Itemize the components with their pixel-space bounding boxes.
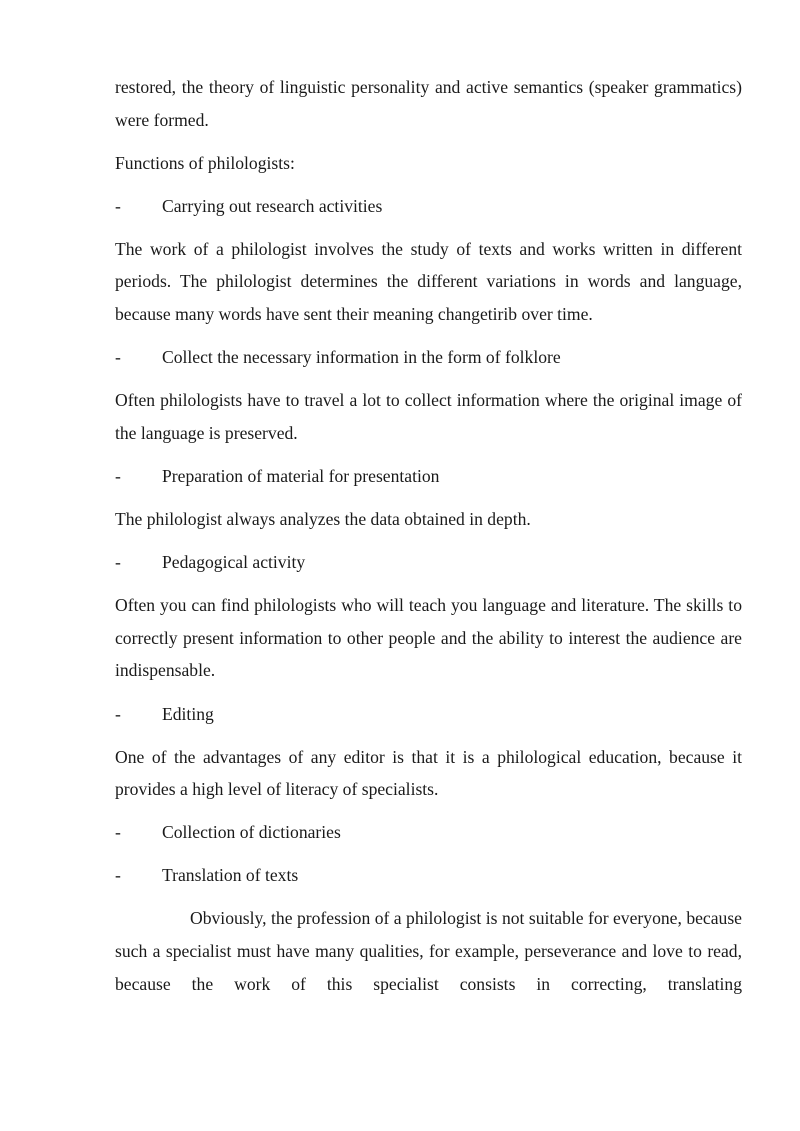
bullet-item bbox=[115, 816, 742, 849]
bullet-dash: - bbox=[115, 703, 121, 724]
bullet-dash: - bbox=[115, 465, 121, 486]
bullet-dash: - bbox=[115, 552, 121, 573]
bullet-dash: - bbox=[115, 822, 121, 843]
bullet-text: Collect the necessary information in the form of folklore bbox=[162, 347, 561, 368]
document-page bbox=[115, 71, 742, 1011]
bullet-item bbox=[115, 698, 742, 731]
bullet-item bbox=[115, 546, 742, 579]
bullet-item bbox=[115, 460, 742, 493]
closing-paragraph: Obviously, the profession of a philologist is not suitable for everyone, because such a specialist must have many qualities, for example, perseverance and love to read, because the work of this specialist consists in correcting, translating bbox=[115, 908, 742, 994]
body-paragraph: Often philologists have to travel a lot to collect information where the original image of the language is preserved. bbox=[115, 390, 742, 443]
bullet-text: Translation of texts bbox=[162, 865, 299, 886]
bullet-text: Pedagogical activity bbox=[162, 552, 306, 573]
bullet-item bbox=[115, 859, 742, 892]
bullet-text: Collection of dictionaries bbox=[162, 822, 341, 843]
bullet-dash: - bbox=[115, 865, 121, 886]
bullet-dash: - bbox=[115, 195, 121, 216]
bullet-item bbox=[115, 190, 742, 223]
bullet-text: Preparation of material for presentation bbox=[162, 465, 440, 486]
intro-paragraph: restored, the theory of linguistic personality and active semantics (speaker grammatics) were formed. bbox=[115, 77, 742, 130]
bullet-text: Editing bbox=[162, 703, 214, 724]
body-paragraph: The work of a philologist involves the study of texts and works written in different periods. The philologist determines the different variations in words and language, because many words have sent their meaning changetirib over time. bbox=[115, 238, 742, 325]
functions-heading: Functions of philologists: bbox=[115, 152, 295, 173]
bullet-dash: - bbox=[115, 347, 121, 368]
body-paragraph: Often you can find philologists who will teach you language and literature. The skills to correctly present information to other people and the ability to interest the audience are indispensable. bbox=[115, 595, 742, 681]
body-paragraph: One of the advantages of any editor is that it is a philological education, because it provides a high level of literacy of specialists. bbox=[115, 746, 742, 800]
bullet-item bbox=[115, 341, 742, 374]
bullet-text: Carrying out research activities bbox=[162, 195, 383, 216]
body-paragraph: The philologist always analyzes the data obtained in depth. bbox=[115, 509, 531, 530]
